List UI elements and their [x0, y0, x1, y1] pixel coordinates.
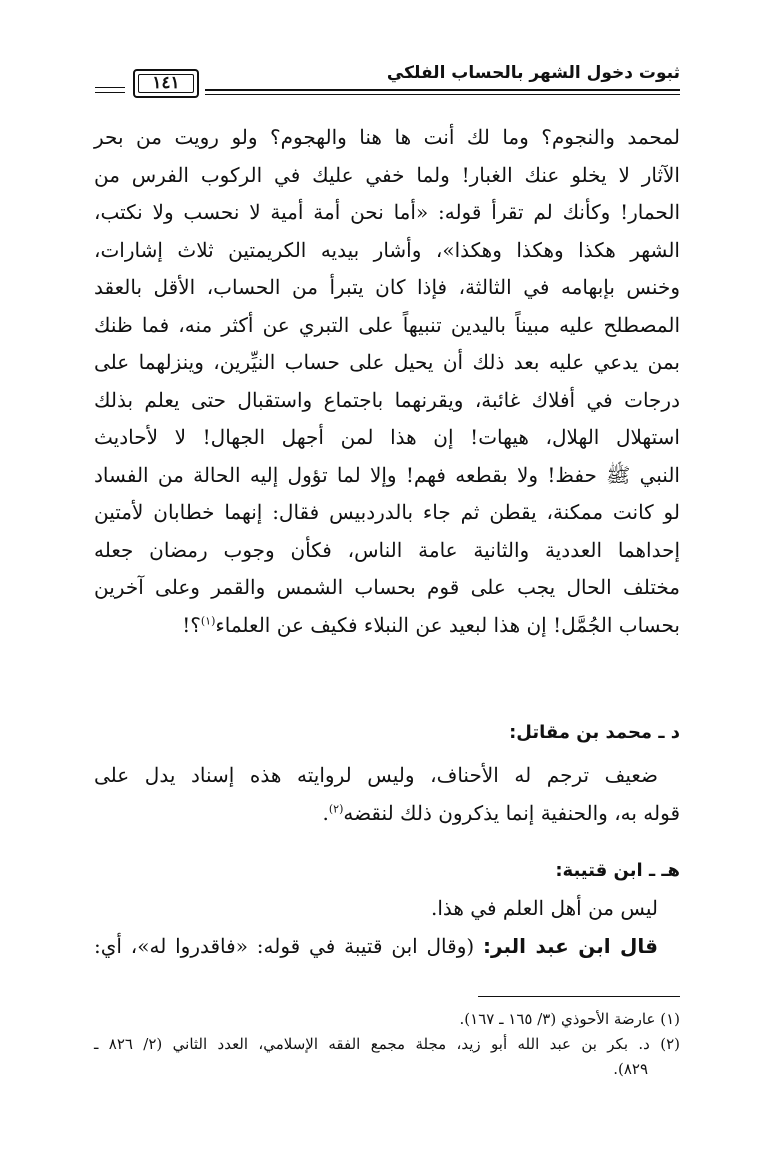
footnote-ref: (٢) — [328, 801, 344, 815]
text-line-content: قوله به، والحنفية إنما يذكرون ذلك لنقضه — [343, 800, 680, 825]
footnote-continuation: ٨٢٩). — [613, 1060, 648, 1078]
footnote-separator — [478, 996, 680, 997]
page-number: ١٤١ — [133, 69, 199, 98]
footnote-item — [94, 1032, 680, 1057]
footnote-ref: (١) — [200, 613, 216, 627]
text-line — [94, 607, 680, 645]
main-paragraph — [94, 119, 680, 644]
footnote-text: د. بكر بن عبد الله أبو زيد، مجلة مجمع الفقه الإسلامي، العدد الثاني (٢/ ٨٢٦ ـ — [94, 1035, 650, 1053]
text-line: الآثار لا يخلو عنك الغبار! ولما خفي عليك في الركوب الفرس من — [94, 162, 680, 187]
footnote-text: عارضة الأحوذي (٣/ ١٦٥ ـ ١٦٧). — [459, 1010, 656, 1028]
text-line: لمحمد والنجوم؟ وما لك أنت ها هنا والهجوم؟ ولو رويت من بحر — [94, 125, 680, 149]
section-h-paragraph — [94, 890, 680, 965]
footnotes — [94, 1007, 680, 1082]
text-line — [94, 795, 680, 833]
running-title: ثبوت دخول الشهر بالحساب الفلكي — [386, 63, 680, 83]
text-line: استهلال الهلال، هيهات! إن هذا لمن أجهل الجهال! لا لأحاديث — [94, 425, 680, 449]
quote-attribution: قال ابن عبد البر: — [483, 933, 659, 958]
page-header — [95, 60, 680, 100]
line-suffix: ؟! — [182, 612, 201, 637]
text-line: ضعيف ترجم له الأحناف، وليس لروايته هذه إسناد يدل على — [94, 763, 658, 787]
header-rule — [205, 89, 680, 91]
header-dash — [95, 87, 125, 93]
section-heading-h: هـ ـ ابن قتيبة: — [555, 860, 680, 881]
text-line: لو كانت ممكنة، يقطن ثم جاء بالدردبيس فقال: إنهما خطابان لأمتين — [94, 500, 680, 524]
section-d-paragraph — [94, 757, 680, 832]
text-line: إحداهما العددية والثانية عامة الناس، فكأن وجوب رمضان جعله — [94, 537, 680, 562]
text-line: النبي ﷺ حفظ! ولا بقطعه فهم! وإلا لما تؤول إليه الحالة من الفساد — [94, 462, 680, 487]
line-suffix: . — [322, 800, 329, 825]
quote-text: (وقال ابن قتيبة في قوله: «فاقدروا له»، أي: — [94, 933, 475, 958]
text-line: وخنس بإبهامه في الثالثة، فإذا كان يتبرأ من الحساب، الأقل بالعقد — [94, 275, 680, 299]
text-line: المصطلح عليه مبيناً باليدين تنبيهاً على التبري عن أكثر منه، فما ظنك — [94, 312, 680, 337]
text-line-content: بحساب الجُمَّل! إن هذا لبعيد عن النبلاء فكيف عن العلماء — [215, 612, 680, 637]
section-heading-d: د ـ محمد بن مقاتل: — [509, 722, 680, 743]
footnote-number: (٢) — [660, 1035, 680, 1053]
text-line: بمن يدعي عليه بعد ذلك أن يحيل على حساب النيِّرين، وينزلهما على — [94, 350, 680, 374]
footnote-number: (١) — [660, 1010, 680, 1028]
text-line — [94, 928, 680, 966]
text-line: الحمار! وكأنك لم تقرأ قوله: «أما نحن أمة أمية لا نحسب ولا نكتب، — [94, 200, 680, 224]
text-line: الشهر هكذا وهكذا وهكذا»، وأشار بيديه الكريمتين ثلاث إشارات، — [94, 237, 680, 262]
text-line: درجات في أفلاك غائبة، ويقرنهما باجتماع واستقبال حتى يعلم بذلك — [94, 387, 680, 412]
header-rule-thin — [205, 94, 680, 95]
text-line: مختلف الحال يجب على قوم بحساب الشمس والقمر وعلى آخرين — [94, 575, 680, 599]
footnote-item — [94, 1007, 680, 1032]
text-line: ليس من أهل العلم في هذا. — [430, 896, 658, 920]
